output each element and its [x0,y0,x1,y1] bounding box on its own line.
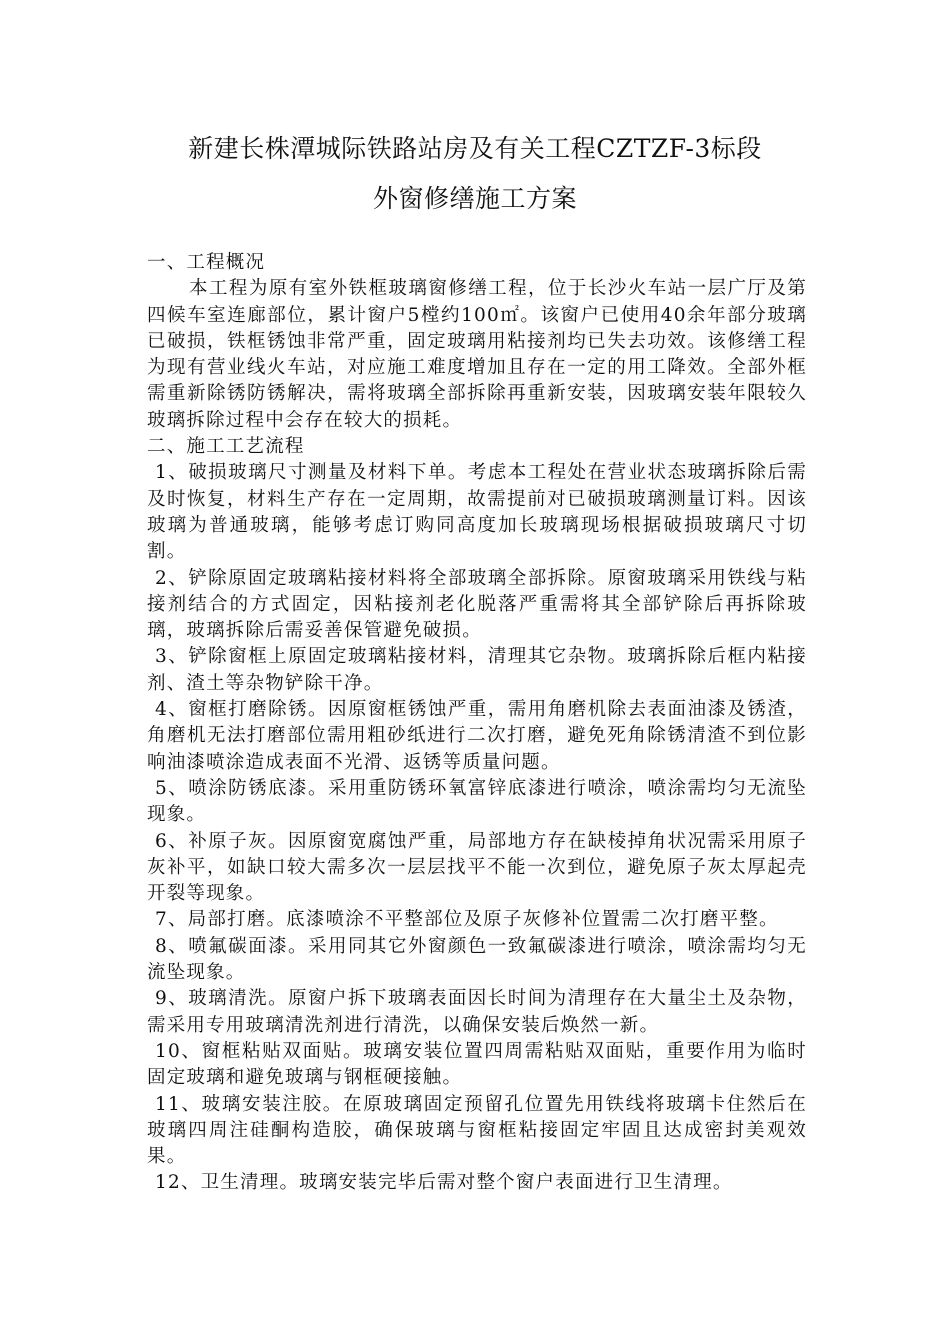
process-step: 2、铲除原固定玻璃粘接材料将全部玻璃全部拆除。原窗玻璃采用铁线与粘接剂结合的方式固定，因粘接剂老化脱落严重需将其全部铲除后再拆除玻璃，玻璃拆除后需妥善保管避免破损。 [147,567,807,642]
process-step: 3、铲除窗框上原固定玻璃粘接材料，清理其它杂物。玻璃拆除后框内粘接剂、渣土等杂物铲除干净。 [147,646,807,694]
section-heading-process: 二、施工工艺流程 [147,436,305,458]
process-step: 1、破损玻璃尺寸测量及材料下单。考虑本工程处在营业状态玻璃拆除后需及时恢复，材料生产存在一定周期，故需提前对已破损玻璃测量订料。因该玻璃为普通玻璃，能够考虑订购同高度加长玻璃现场根据破损玻璃尺寸切割。 [147,462,807,563]
section-heading-overview: 一、工程概况 [147,252,266,273]
process-step: 12、卫生清理。玻璃安装完毕后需对整个窗户表面进行卫生清理。 [155,1172,733,1194]
overview-paragraph: 本工程为原有室外铁框玻璃窗修缮工程，位于长沙火车站一层广厅及第四候车室连廊部位，累计窗户5樘约100㎡。该窗户已使用40余年部分玻璃已破损，铁框锈蚀非常严重，固定玻璃用粘接剂均已失去功效。该修缮工程为现有营业线火车站，对应施工难度增加且存在一定的用工降效。全部外框需重新除锈防锈解决，需将玻璃全部拆除再重新安装，因玻璃安装年限较久玻璃拆除过程中会存在较大的损耗。 [147,278,807,431]
process-step: 4、窗框打磨除锈。因原窗框锈蚀严重，需用角磨机除去表面油漆及锈渣，角磨机无法打磨部位需用粗砂纸进行二次打磨，避免死角除锈清渣不到位影响油漆喷涂造成表面不光滑、返锈等质量问题。 [147,699,807,773]
process-step: 6、补原子灰。因原窗宽腐蚀严重，局部地方存在缺棱掉角状况需采用原子灰补平，如缺口较大需多次一层层找平不能一次到位，避免原子灰太厚起壳开裂等现象。 [147,830,807,905]
process-step: 8、喷氟碳面漆。采用同其它外窗颜色一致氟碳漆进行喷涂，喷涂需均匀无流坠现象。 [147,935,807,984]
process-step: 7、局部打磨。底漆喷涂不平整部位及原子灰修补位置需二次打磨平整。 [155,909,779,931]
document-subtitle: 外窗修缮施工方案 [372,184,577,213]
document-title: 新建长株潭城际铁路站房及有关工程CZTZF-3标段 [188,134,762,163]
process-step: 5、喷涂防锈底漆。采用重防锈环氧富锌底漆进行喷涂，喷涂需均匀无流坠现象。 [147,777,807,826]
process-step: 9、玻璃清洗。原窗户拆下玻璃表面因长时间为清理存在大量尘土及杂物，需采用专用玻璃清洗剂进行清洗，以确保安装后焕然一新。 [147,988,807,1036]
document-body [147,250,807,1197]
process-step: 11、玻璃安装注胶。在原玻璃固定预留孔位置先用铁线将玻璃卡住然后在玻璃四周注硅酮构造胶，确保玻璃与窗框粘接固定牢固且达成密封美观效果。 [147,1093,807,1168]
process-step: 10、窗框粘贴双面贴。玻璃安装位置四周需粘贴双面贴，重要作用为临时固定玻璃和避免玻璃与钢框硬接触。 [147,1040,807,1089]
